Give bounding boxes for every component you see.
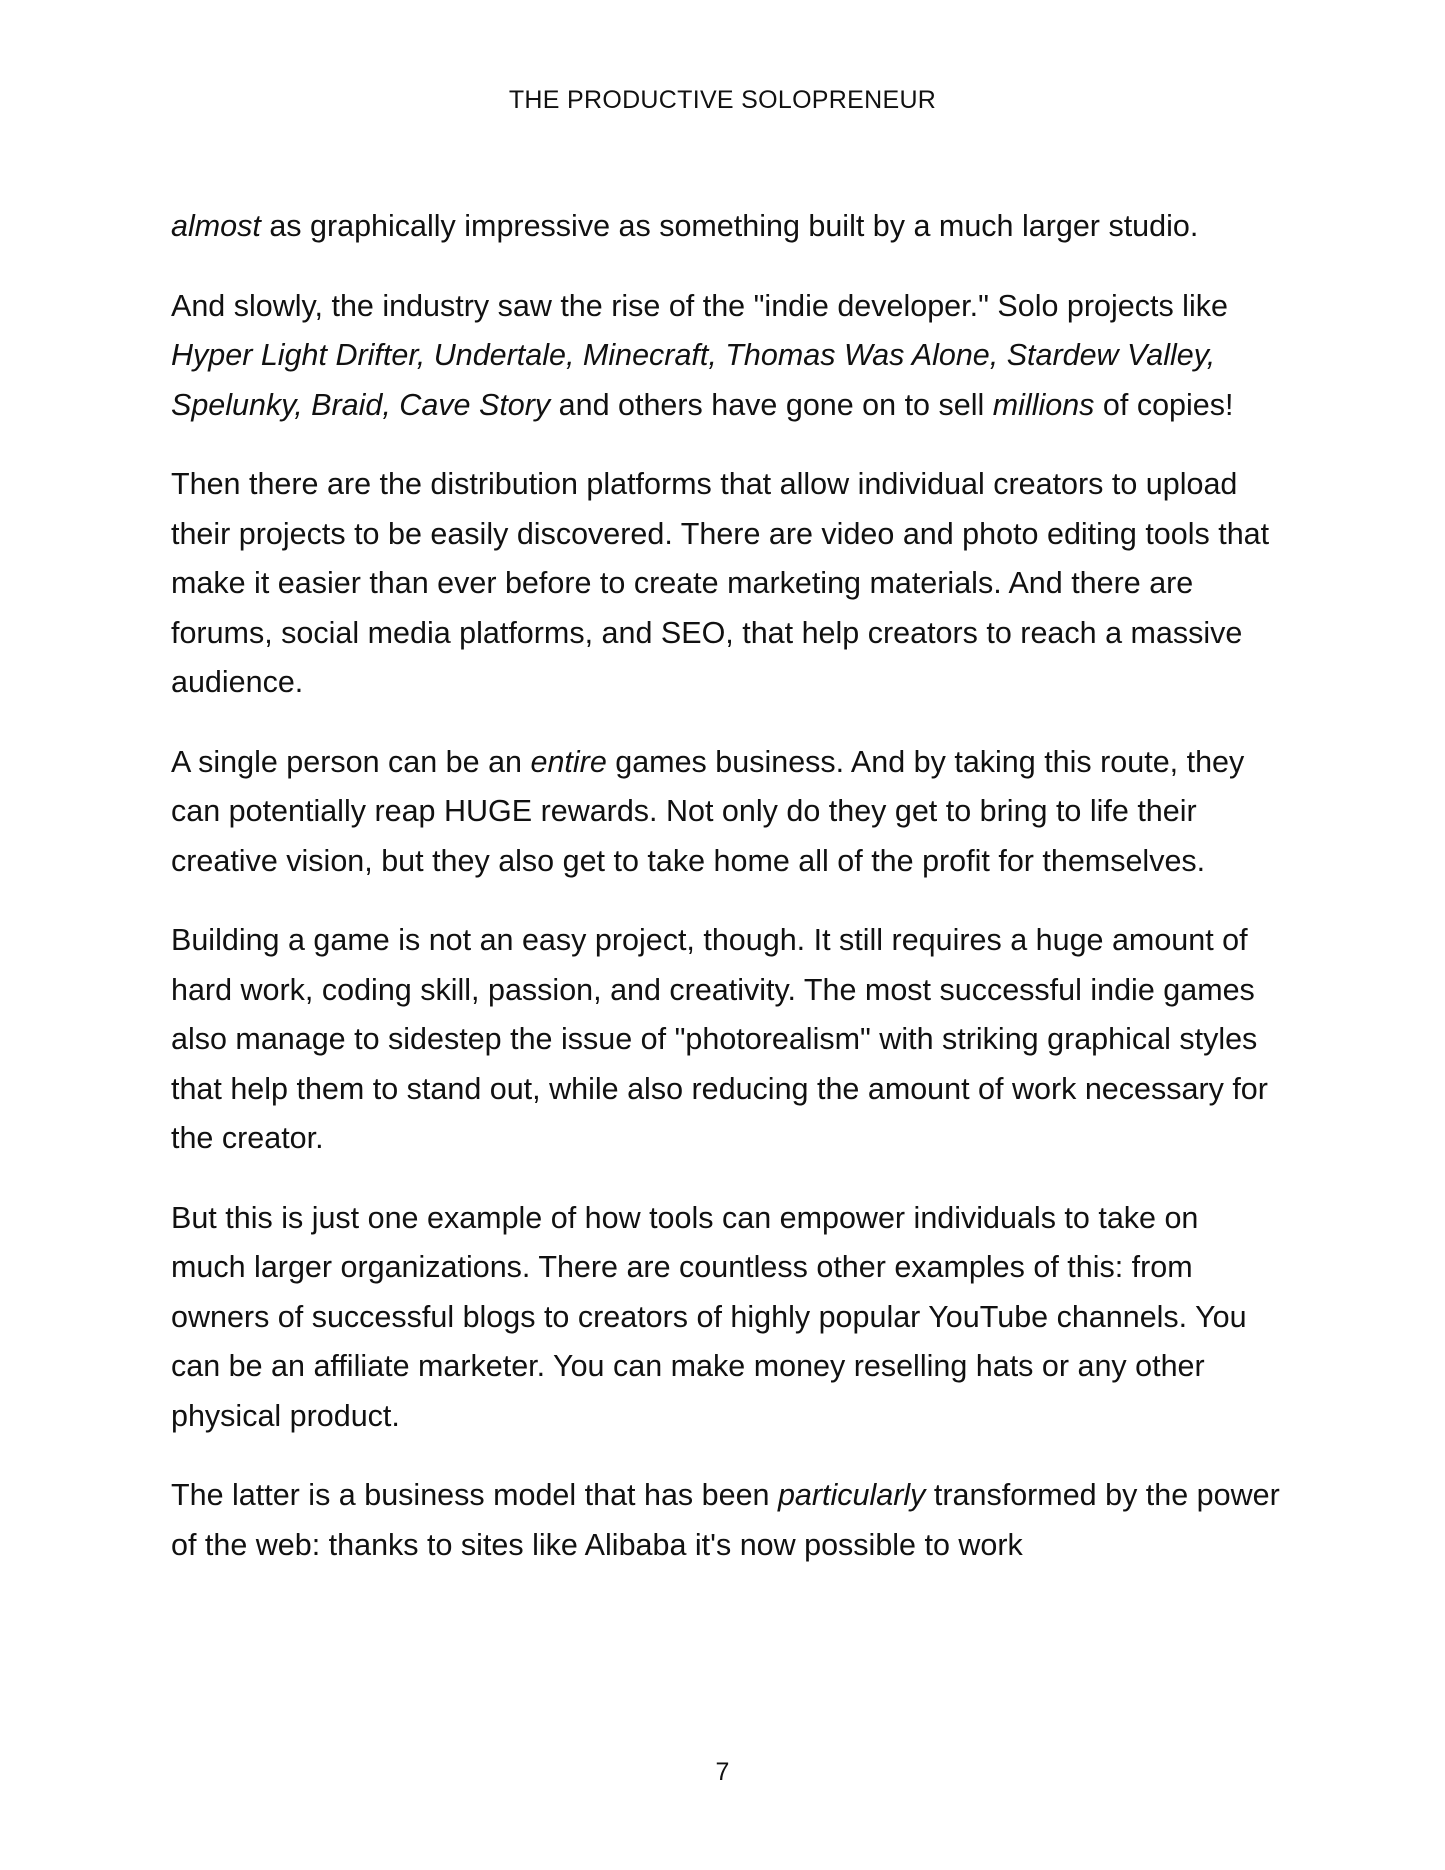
paragraph-2 <box>171 282 1281 431</box>
paragraph-6-text: But this is just one example of how tools can empower individuals to take on much larger organizations. There are countless other examples of this: from owners of successful blogs to creators of highly popular YouTube channels. You can be an affiliate marketer. You can make money reselling hats or any other physical product. <box>171 1200 1247 1433</box>
emphasis-game-titles: Hyper Light Drifter, Undertale, Minecraft, Thomas Was Alone, Stardew Valley, Spelunky, Braid, Cave Story <box>171 338 1216 422</box>
paragraph-2-text-c: of copies! <box>1094 387 1234 422</box>
paragraph-4 <box>171 738 1281 887</box>
paragraph-7 <box>171 1471 1281 1570</box>
paragraph-2-text-b: and others have gone on to sell <box>550 387 993 422</box>
emphasis-particularly: particularly <box>777 1478 926 1512</box>
paragraph-1-text: as graphically impressive as something built by a much larger studio. <box>260 209 1199 243</box>
paragraph-5-text: Building a game is not an easy project, though. It still requires a huge amount of hard work, coding skill, passion, and creativity. The most successful indie games also manage to sidestep the issue of "photorealism" with striking graphical styles that help them to stand out, while also reducing the amount of work necessary for the creator. <box>171 923 1268 1155</box>
paragraph-7-text-b: transformed by the power of the web: thanks to sites like Alibaba it's now possible to work <box>171 1478 1280 1562</box>
emphasis-millions: millions <box>992 387 1095 422</box>
emphasis-almost: almost <box>171 209 261 243</box>
paragraph-4-text-b: games business. And by taking this route, they can potentially reap HUGE rewards. Not only do they get to bring to life their creative vision, but they also get to take home all of the profit for themselves. <box>171 744 1245 878</box>
body-text <box>171 202 1281 1600</box>
paragraph-6 <box>171 1194 1281 1442</box>
paragraph-3 <box>171 460 1281 708</box>
running-header: THE PRODUCTIVE SOLOPRENEUR <box>508 86 937 114</box>
paragraph-7-text-a: The latter is a business model that has been <box>171 1478 778 1512</box>
paragraph-1 <box>171 202 1281 252</box>
emphasis-entire: entire <box>530 744 607 779</box>
paragraph-3-text: Then there are the distribution platforms that allow individual creators to upload their projects to be easily discovered. There are video and photo editing tools that make it easier than ever before to create marketing materials. And there are forums, social media platforms, and SEO, that help creators to reach a massive audience. <box>171 467 1270 699</box>
page-number: 7 <box>715 1758 730 1786</box>
paragraph-2-text-a: And slowly, the industry saw the rise of the "indie developer." Solo projects like <box>171 288 1228 323</box>
paragraph-4-text-a: A single person can be an <box>171 744 531 779</box>
paragraph-5 <box>171 916 1281 1164</box>
